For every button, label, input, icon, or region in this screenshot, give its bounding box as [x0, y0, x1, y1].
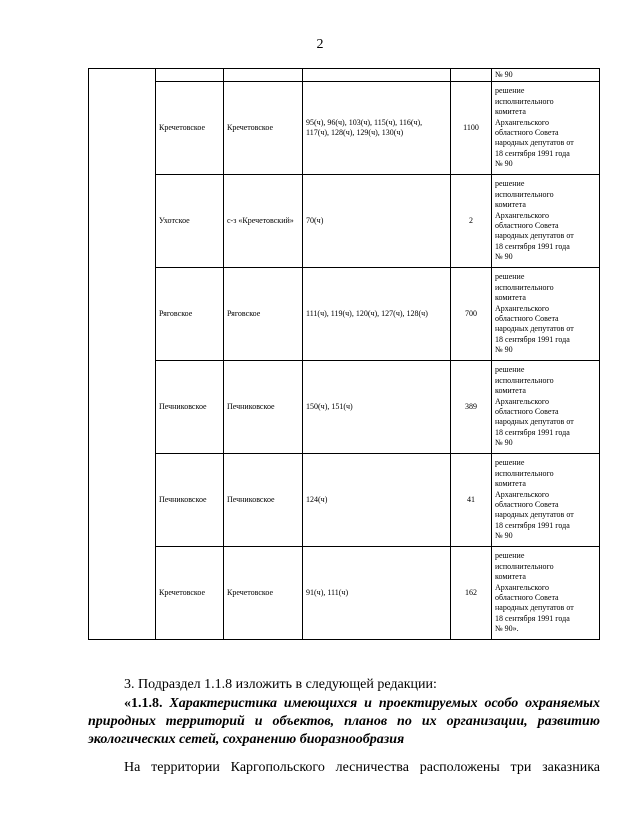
table-cell-district: Печниковское [224, 361, 303, 454]
table-cell-area: 2 [451, 175, 492, 268]
table-cell-document: решение исполнительного комитета Архангельского областного Совета народных депутатов от 18 сентября 1991 года № 90 [492, 454, 600, 547]
section-heading [88, 695, 600, 749]
table-cell-area: 1100 [451, 82, 492, 175]
table-row [89, 175, 600, 268]
table-cell-document: № 90 [492, 69, 600, 82]
table-cell-quarters: 111(ч), 119(ч), 120(ч), 127(ч), 128(ч) [303, 268, 451, 361]
table-cell-forestry [156, 69, 224, 82]
table-cell-district: с-з «Кречетовский» [224, 175, 303, 268]
table-row [89, 454, 600, 547]
table-cell-forestry: Ухотское [156, 175, 224, 268]
table-cell-quarters: 70(ч) [303, 175, 451, 268]
table-cell-document: решение исполнительного комитета Архангельского областного Совета народных депутатов от 18 сентября 1991 года № 90». [492, 547, 600, 640]
table-cell-document: решение исполнительного комитета Архангельского областного Совета народных депутатов от 18 сентября 1991 года № 90 [492, 175, 600, 268]
section-number: «1.1.8. [124, 696, 163, 711]
protected-areas-table [88, 68, 600, 640]
table-cell-document: решение исполнительного комитета Архангельского областного Совета народных депутатов от 18 сентября 1991 года № 90 [492, 361, 600, 454]
table-cell-quarters: 124(ч) [303, 454, 451, 547]
table-cell-forestry: Печниковское [156, 361, 224, 454]
table-row [89, 268, 600, 361]
amendment-paragraph: 3. Подраздел 1.1.8 изложить в следующей редакции: [124, 677, 437, 692]
table-cell-district: Кречетовское [224, 82, 303, 175]
table-cell-quarters [303, 69, 451, 82]
table-cell-district: Печниковское [224, 454, 303, 547]
table-cell-district: Ряговское [224, 268, 303, 361]
table-cell-forestry: Ряговское [156, 268, 224, 361]
page-number: 2 [316, 37, 324, 52]
table-row [89, 82, 600, 175]
section-title: Характеристика имеющихся и проектируемых особо охраняемых природных территорий и объектов, планов по их организации, развитию экологических сетей, сохранению биоразнообразия [88, 696, 601, 747]
table-cell-forestry: Кречетовское [156, 547, 224, 640]
table-cell-area: 41 [451, 454, 492, 547]
table-cell-district: Кречетовское [224, 547, 303, 640]
table-cell-quarters: 150(ч), 151(ч) [303, 361, 451, 454]
table-cell-area [451, 69, 492, 82]
table-cell-forestry: Кречетовское [156, 82, 224, 175]
table-cell-area: 700 [451, 268, 492, 361]
table-cell-document: решение исполнительного комитета Архангельского областного Совета народных депутатов от 18 сентября 1991 года № 90 [492, 82, 600, 175]
table-cell-number [89, 69, 156, 640]
table-cell-quarters: 91(ч), 111(ч) [303, 547, 451, 640]
table-cell-forestry: Печниковское [156, 454, 224, 547]
table-row [89, 69, 600, 82]
table-cell-area: 389 [451, 361, 492, 454]
table-row [89, 547, 600, 640]
table-cell-district [224, 69, 303, 82]
table-row [89, 361, 600, 454]
table-cell-document: решение исполнительного комитета Архангельского областного Совета народных депутатов от 18 сентября 1991 года № 90 [492, 268, 600, 361]
table-cell-area: 162 [451, 547, 492, 640]
body-paragraph: На территории Каргопольского лесничества расположены три заказника [124, 760, 600, 775]
table-cell-quarters: 95(ч), 96(ч), 103(ч), 115(ч), 116(ч), 117(ч), 128(ч), 129(ч), 130(ч) [303, 82, 451, 175]
